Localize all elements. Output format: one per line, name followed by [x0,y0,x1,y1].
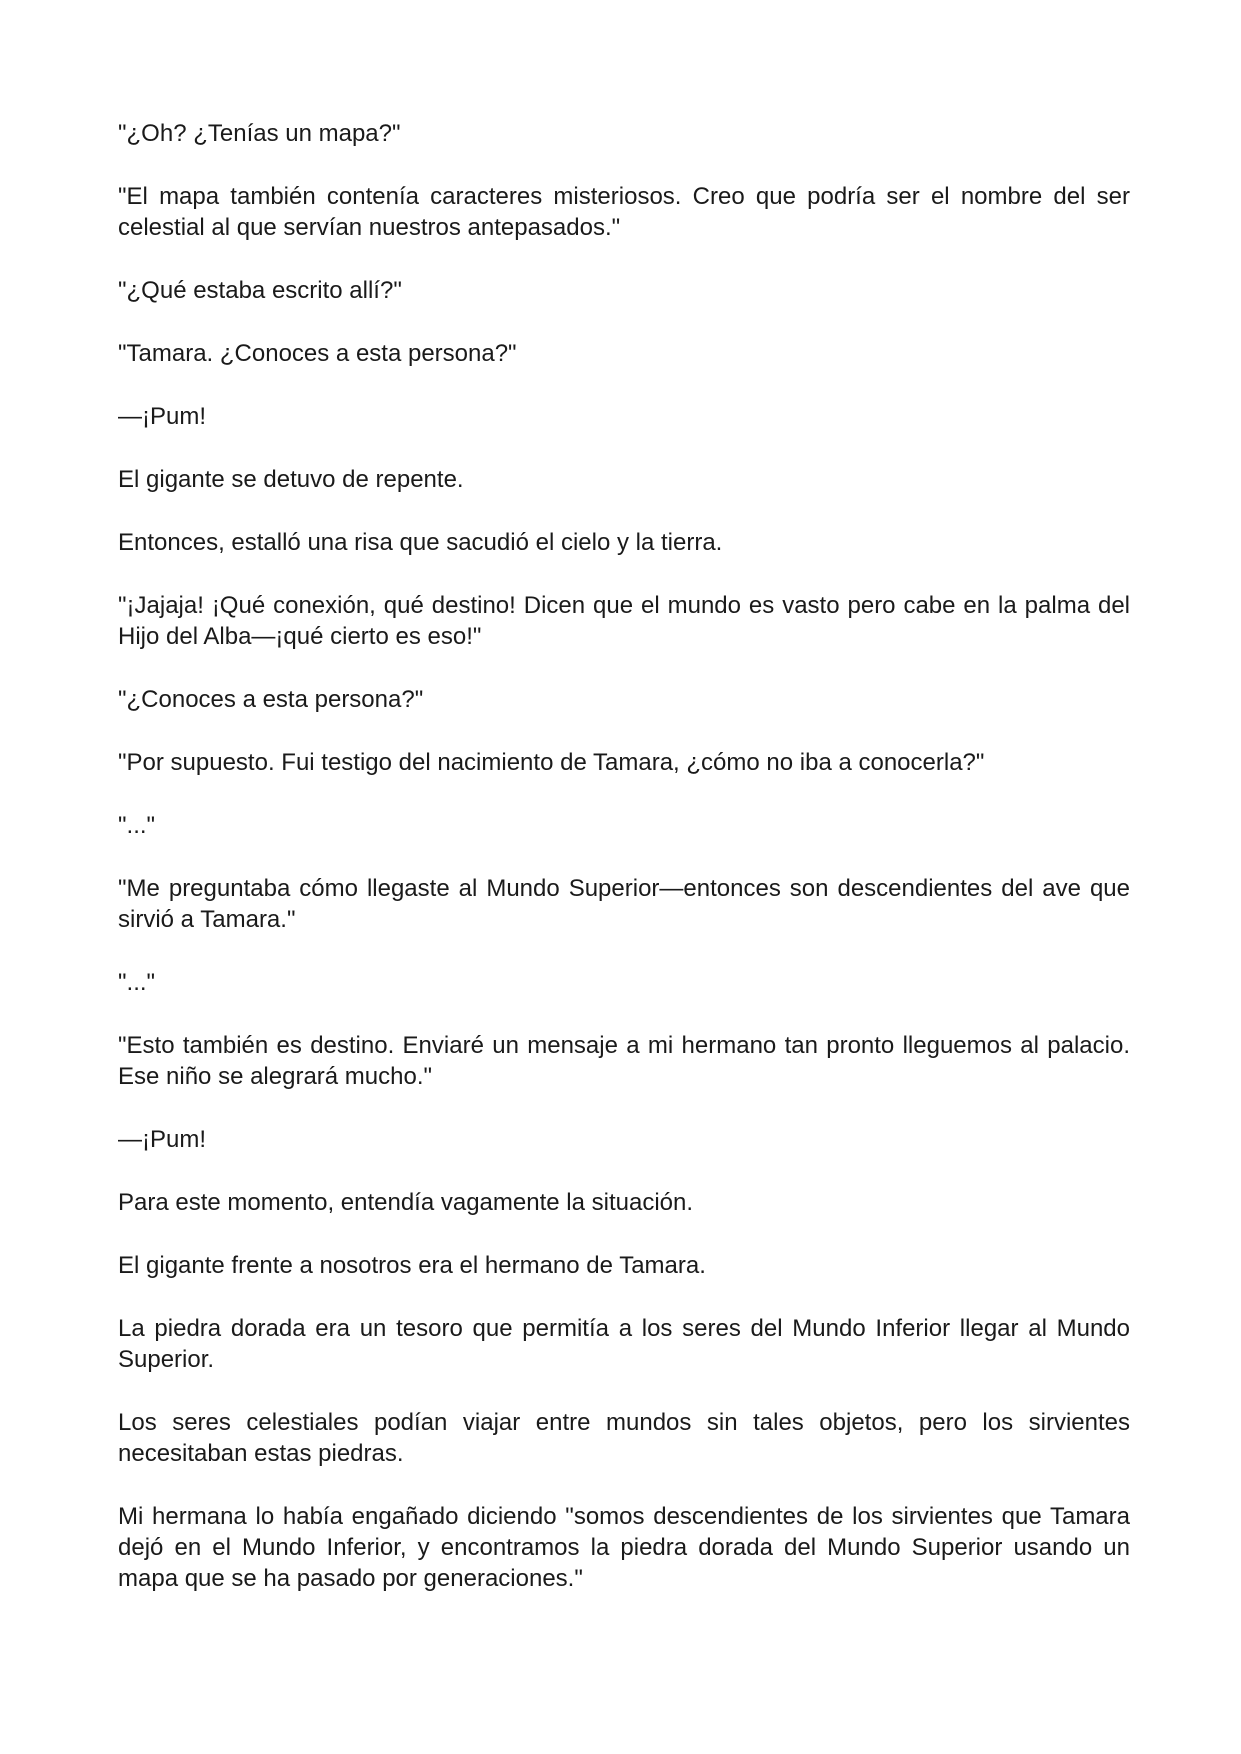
paragraph: Los seres celestiales podían viajar entre mundos sin tales objetos, pero los sirvientes necesitaban estas piedras. [118,1409,1130,1467]
paragraph: "Por supuesto. Fui testigo del nacimiento de Tamara, ¿cómo no iba a conocerla?" [118,749,985,776]
document-body [118,118,1130,1626]
paragraph: El gigante frente a nosotros era el hermano de Tamara. [118,1252,706,1279]
paragraph: "¿Oh? ¿Tenías un mapa?" [118,120,401,147]
paragraph: Para este momento, entendía vagamente la situación. [118,1189,694,1216]
paragraph: "Me preguntaba cómo llegaste al Mundo Superior—entonces son descendientes del ave que sirvió a Tamara." [118,875,1130,933]
paragraph: El gigante se detuvo de repente. [118,466,464,493]
paragraph: La piedra dorada era un tesoro que permitía a los seres del Mundo Inferior llegar al Mundo Superior. [118,1315,1130,1373]
paragraph: "El mapa también contenía caracteres misteriosos. Creo que podría ser el nombre del ser celestial al que servían nuestros antepasados." [118,183,1130,241]
paragraph: "¿Conoces a esta persona?" [118,686,424,713]
paragraph: Entonces, estalló una risa que sacudió el cielo y la tierra. [118,529,723,556]
paragraph: "¿Qué estaba escrito allí?" [118,277,402,304]
paragraph: "..." [118,969,156,996]
paragraph: "¡Jajaja! ¡Qué conexión, qué destino! Dicen que el mundo es vasto pero cabe en la palma del Hijo del Alba—¡qué cierto es eso!" [118,592,1130,650]
paragraph: "Esto también es destino. Enviaré un mensaje a mi hermano tan pronto lleguemos al palacio. Ese niño se alegrará mucho." [118,1032,1130,1090]
paragraph: "..." [118,812,156,839]
paragraph: —¡Pum! [118,1126,207,1153]
paragraph: Mi hermana lo había engañado diciendo "somos descendientes de los sirvientes que Tamara dejó en el Mundo Inferior, y encontramos la piedra dorada del Mundo Superior usando un mapa que se ha pasado por generaciones." [118,1503,1130,1592]
paragraph: "Tamara. ¿Conoces a esta persona?" [118,340,517,367]
paragraph: —¡Pum! [118,403,207,430]
